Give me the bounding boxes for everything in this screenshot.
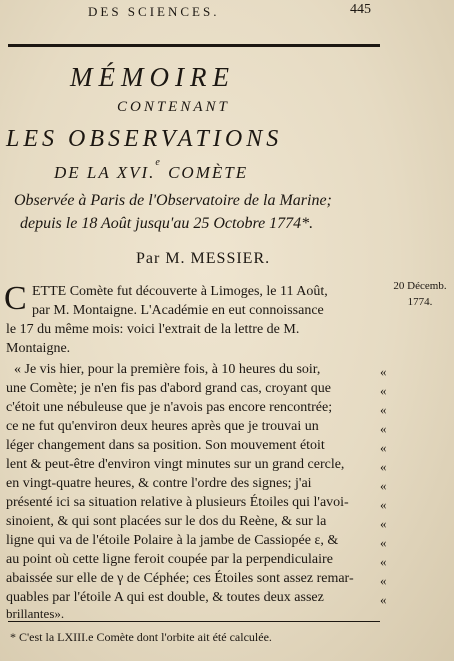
quote-mark: «: [380, 497, 387, 512]
body-line: c'étoit une nébuleuse que je n'avois pas encore rencontrée;: [6, 400, 333, 415]
quote-mark: «: [380, 573, 387, 588]
author-byline: Par M. MESSIER.: [136, 250, 271, 267]
drop-cap: C: [4, 280, 27, 317]
page-number: 445: [350, 2, 371, 17]
title-line-4-main: DE LA XVI.: [54, 163, 156, 182]
title-line-1: MÉMOIRE: [70, 62, 235, 92]
quote-mark: «: [380, 516, 387, 531]
body-line: quables par l'étoile A qui est double, & toutes deux assez: [6, 590, 324, 605]
body-line: sinoient, & qui sont placées sur le dos du Reène, & sur la: [6, 514, 327, 529]
body-line: Montaigne.: [6, 341, 71, 356]
body-line: léger changement dans sa position. Son mouvement étoit: [6, 438, 325, 453]
title-line-3: LES OBSERVATIONS: [6, 126, 283, 152]
body-line: lent & peut-être d'environ vingt minutes sur un grand cercle,: [6, 457, 345, 472]
quote-mark: «: [380, 478, 387, 493]
footnote-rule: [8, 621, 380, 622]
margin-date-line-2: 1774.: [407, 296, 433, 308]
body-line: le 17 du même mois: voici l'extrait de la lettre de M.: [6, 322, 300, 337]
margin-date-line-1: 20 Décemb.: [393, 280, 447, 292]
body-line: une Comète; je n'en fis pas d'abord grand cas, croyant que: [6, 381, 331, 396]
quote-mark: «: [380, 459, 387, 474]
subtitle-line-1: Observée à Paris de l'Observatoire de la Marine;: [14, 192, 332, 209]
body-line: en vingt-quatre heures, & contre l'ordre des signes; j'ai: [6, 476, 312, 491]
footnote: * C'est la LXIII.e Comète dont l'orbite ait été calculée.: [10, 630, 272, 644]
title-line-4: [54, 157, 249, 183]
subtitle-line-2: depuis le 18 Août jusqu'au 25 Octobre 1774*.: [20, 215, 314, 232]
body-line: ligne qui va de l'étoile Polaire à la jambe de Cassiopée ε, &: [6, 533, 339, 548]
quote-mark: «: [380, 402, 387, 417]
quote-mark: «: [380, 421, 387, 436]
body-line: ce ne fut qu'environ deux heures après que je trouvai un: [6, 419, 319, 434]
title-line-4-sup: e: [155, 157, 162, 169]
title-line-2: CONTENANT: [117, 99, 230, 115]
quote-mark: «: [380, 364, 387, 379]
body-line: « Je vis hier, pour la première fois, à 10 heures du soir,: [14, 362, 321, 377]
quote-mark: «: [380, 592, 387, 607]
body-line: au point où cette ligne feroit coupée par la perpendiculaire: [6, 552, 333, 567]
body-line: ETTE Comète fut découverte à Limoges, le 11 Août,: [32, 284, 328, 299]
quote-mark: «: [380, 535, 387, 550]
body-line: brillantes».: [6, 606, 65, 621]
quote-mark: «: [380, 440, 387, 455]
title-line-4-end: COMÈTE: [168, 163, 249, 182]
running-header: DES SCIENCES.: [88, 4, 220, 19]
header-rule: [8, 44, 380, 47]
quote-mark: «: [380, 383, 387, 398]
quote-mark: «: [380, 554, 387, 569]
body-line: par M. Montaigne. L'Académie en eut connoissance: [32, 303, 324, 318]
body-line: abaissée sur elle de γ de Céphée; ces Étoiles sont assez remar-: [6, 571, 354, 586]
body-line: présenté ici sa situation relative à plusieurs Étoiles qui l'avoi-: [6, 495, 349, 510]
